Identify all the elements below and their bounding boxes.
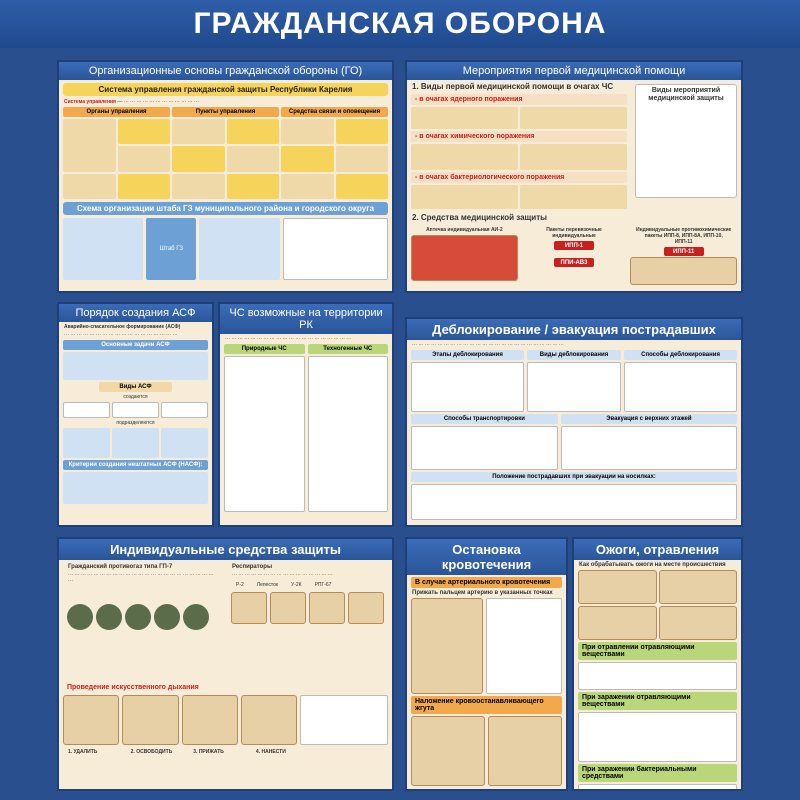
step-label: 4. НАНЕСТИ [255,749,286,755]
resp-name: Р-2 [236,582,244,588]
ppe-title: Индивидуальные средства защиты [59,539,392,560]
medical-nuclear: - в очагах ядерного поражения [411,94,627,105]
burns-title: Ожоги, отравления [574,539,741,560]
step-label: 2. ОСВОБОДИТЬ [130,749,173,755]
kit-ppi-badge: ППИ-АВ3 [554,258,594,267]
org-cell [281,174,334,199]
medical-sub1: 1. Виды первой медицинской помощи в очагах ЧС [412,82,614,91]
cs-natural-title: Природные ЧС [224,344,305,354]
kit-ipp1-badge: ИПП-1 [554,241,594,250]
asf-title: Порядок создания АСФ [59,304,212,322]
medical-chemical-grid [411,144,627,170]
org-cell [118,146,171,171]
panel-bleeding [405,537,568,791]
asf-sub-cell [112,428,159,458]
org-cell [63,119,116,172]
cs-natural-body [224,356,305,512]
evac-transport-title: Способы транспортировки [411,414,558,424]
org-scheme-mid [199,218,279,280]
bleeding-tourniquet: Наложение кровоостанавливающего жгута [411,696,562,714]
gasmask-icon [183,604,209,630]
org-cell [172,174,225,199]
breathing-instructions [300,695,388,745]
bleeding-body [411,598,562,694]
org-cell [118,119,171,144]
org-scheme-right [283,218,388,280]
medical-side-box [635,84,737,198]
evac-desc: ··· ··· ··· ··· ··· ··· ··· ··· ··· ··· ··· ··· ··· ··· ··· ··· ··· ··· ··· ··· ··· ··· ··· ··· [412,342,564,348]
asf-created: создаются [123,394,148,400]
kit-ai2 [411,225,518,291]
asf-type-cell [63,402,110,418]
burns-poison2-body [578,712,737,762]
ppe-resp-desc: ··· ··· ··· ··· ··· ··· ··· ··· ··· ··· ··· ··· ··· ··· ··· ··· [232,572,333,578]
panel-cs [218,302,394,527]
burn-image [578,606,657,640]
gasmask-icon [96,604,122,630]
org-cell [227,146,280,171]
ppe-top [63,562,388,680]
panel-burns [572,537,743,791]
gasmask-icon [154,604,180,630]
burns-poison: При отравлении отравляющими веществами [578,642,737,660]
evac-top [411,350,737,412]
org-title: Организационные основы гражданской обороны (ГО) [59,62,392,80]
org-cell [281,146,334,171]
burn-image [659,570,738,604]
org-matrix [63,119,388,199]
tourniquet-image [488,716,562,786]
ppe-gasmask [63,562,224,680]
kit-ipp [630,225,737,291]
ppe-resp-images [231,592,384,624]
evac-kinds-title: Виды деблокирования [527,350,621,360]
asf-type-cell [161,402,208,418]
burns-bacterial-body [578,784,737,791]
medical-cell [411,144,518,170]
evac-kinds-body [527,362,621,412]
breathing-step-image [122,695,178,745]
asf-desc: ··· ··· ··· ··· ··· ··· ··· ··· ··· ··· ··· ··· ··· ··· ··· ··· ··· ··· [64,332,178,338]
medical-cell [520,185,627,209]
asf-subordinate: подразделяются [116,420,155,426]
evac-stages [411,350,524,412]
panel-medical [405,60,743,293]
asf-types: Виды АСФ [99,382,172,392]
page-title: ГРАЖДАНСКАЯ ОБОРОНА [0,0,800,48]
org-col-comms: Средства связи и оповещения [281,107,388,117]
asf-type-cell [112,402,159,418]
medical-side-title: Виды мероприятий медицинской защиты [648,87,724,102]
bleeding-title: Остановка кровотечения [407,539,566,575]
burns-poison2: При заражении отравляющими веществами [578,692,737,710]
asf-sub-cell [161,428,208,458]
evac-position-body [411,484,737,520]
asf-criteria-body [63,472,208,504]
asf-tasks-body [63,352,208,380]
kit-ipp-image [630,257,737,285]
asf-sub-cell [63,428,110,458]
medical-kits [411,225,737,291]
burns-poison-body [578,662,737,690]
burns-howto: Как обрабатывать ожоги на месте происшествия [579,562,726,568]
gasmask-icon [125,604,151,630]
evac-methods [624,350,737,412]
breathing-step-image [241,695,297,745]
medical-title: Мероприятия первой медицинской помощи [407,62,741,80]
evac-position: Положение пострадавших при эвакуации на носилках: [411,472,737,482]
burns-images [578,570,737,640]
ppe-breathing-title: Проведение искусственного дыхания [67,684,199,691]
respirator-icon [231,592,267,624]
ppe-gasmask-title: Гражданский противогаз типа ГП-7 [68,564,173,570]
org-staff-box: Штаб ГЗ [146,218,196,280]
org-cell [227,119,280,144]
step-label: 3. ПРИЖАТЬ [193,749,224,755]
cs-technogenic-body [308,356,389,512]
asf-types-grid [63,402,208,418]
org-col-points: Пункты управления [172,107,279,117]
org-cell [281,119,334,144]
cs-natural [224,344,305,512]
medical-chemical: - в очагах химического поражения [411,131,627,142]
org-scheme-left [63,218,143,280]
medical-nuclear-grid [411,107,627,129]
panel-org [57,60,394,293]
resp-name: РПГ-67 [314,582,332,588]
cs-technogenic [308,344,389,512]
kit-ai2-label: Аптечка индивидуальная АИ-2 [426,227,503,233]
cs-columns [224,344,388,512]
kit-bandage [521,225,628,291]
evac-upper-title: Эвакуация с верхних этажей [561,414,737,424]
tourniquet-image [411,716,485,786]
ppe-breathing-steps [63,695,388,745]
org-col-organs: Органы управления [63,107,170,117]
ppe-resp-names [231,580,384,590]
org-scheme [63,218,388,280]
evac-transport-body [411,426,558,470]
org-cell [336,119,389,144]
asf-sub-grid [63,428,208,458]
org-scheme-title: Схема организации штаба ГЗ муниципального района и городского округа [63,202,388,215]
burn-image [659,606,738,640]
kit-bandage-label: Пакеты перевязочные индивидуальные [546,227,602,239]
body-diagram-icon [411,598,483,694]
org-cell [118,174,171,199]
breathing-step-image [182,695,238,745]
panel-asf [57,302,214,527]
org-cell [336,174,389,199]
kit-ai2-image [411,235,518,281]
burns-bacterial: При заражении бактериальными средствами [578,764,737,782]
org-cell [172,119,225,144]
step-label: 1. УДАЛИТЬ [68,749,98,755]
org-cell [172,146,225,171]
resp-name: Лепесток [256,582,279,588]
medical-cell [411,185,518,209]
medical-cell [520,107,627,129]
org-intro: Система управления — ··· ··· ··· ··· ··· ··· ··· ··· ··· ··· ··· ··· [64,99,199,105]
medical-cell [520,144,627,170]
burn-image [578,570,657,604]
ppe-respirators-title: Респираторы [232,564,273,570]
org-cell [227,174,280,199]
evac-stages-title: Этапы деблокирования [411,350,524,360]
evac-methods-body [624,362,737,412]
respirator-icon [270,592,306,624]
bleeding-press: Прижать пальцем артерию в указанных точках [412,590,553,596]
asf-label: Аварийно-спасательное формирование (АСФ) [64,324,181,330]
ppe-step-labels [63,747,388,757]
org-intro-label: Система управления [64,99,116,105]
ppe-respirators [227,562,388,680]
cs-technogenic-title: Техногенные ЧС [308,344,389,354]
medical-bacterial-grid [411,185,627,209]
medical-cell [411,107,518,129]
evac-mid [411,414,737,470]
ppe-gasmask-images [67,604,220,630]
panel-ppe [57,537,394,791]
evac-transport [411,414,558,470]
asf-tasks: Основные задачи АСФ [63,340,208,350]
org-columns [63,107,388,117]
evac-methods-title: Способы деблокирования [624,350,737,360]
evac-upper-body [561,426,737,470]
medical-bacterial: - в очагах бактериологического поражения [411,172,627,183]
kit-ipp11-badge: ИПП-11 [664,247,704,256]
respirator-icon [309,592,345,624]
bleeding-tourniquet-images [411,716,562,786]
evac-kinds [527,350,621,412]
evac-title: Деблокирование / эвакуация пострадавших [407,319,741,340]
org-subtitle: Система управления гражданской защиты Республики Карелия [63,83,388,96]
resp-name: У-2К [291,582,302,588]
evac-upper [561,414,737,470]
kit-ipp-label: Индивидуальные противохимические пакеты ИПП-8, ИПП-8А, ИПП-10, ИПП-11 [636,227,732,245]
medical-sub2: 2. Средства медицинской защиты [412,213,547,222]
asf-criteria: Критерии создания нештатных АСФ (НАСФ): [63,460,208,470]
org-cell [63,174,116,199]
ppe-gasmask-desc: ··· ··· ··· ··· ··· ··· ··· ··· ··· ··· ··· ··· ··· ··· ··· ··· ··· ··· ··· ··· ··· ··· ··· ··· [68,572,214,584]
bleeding-arterial: В случае артериального кровотечения [411,577,562,588]
cs-desc: ··· ··· ··· ··· ··· ··· ··· ··· ··· ··· ··· ··· ··· ··· ··· ··· ··· ··· ··· ··· [225,336,352,342]
cs-title: ЧС возможные на территории РК [220,304,392,334]
org-cell [336,146,389,171]
evac-stages-body [411,362,524,412]
gasmask-icon [67,604,93,630]
panel-evac [405,317,743,527]
breathing-step-image [63,695,119,745]
bleeding-points [486,598,562,694]
respirator-icon [348,592,384,624]
